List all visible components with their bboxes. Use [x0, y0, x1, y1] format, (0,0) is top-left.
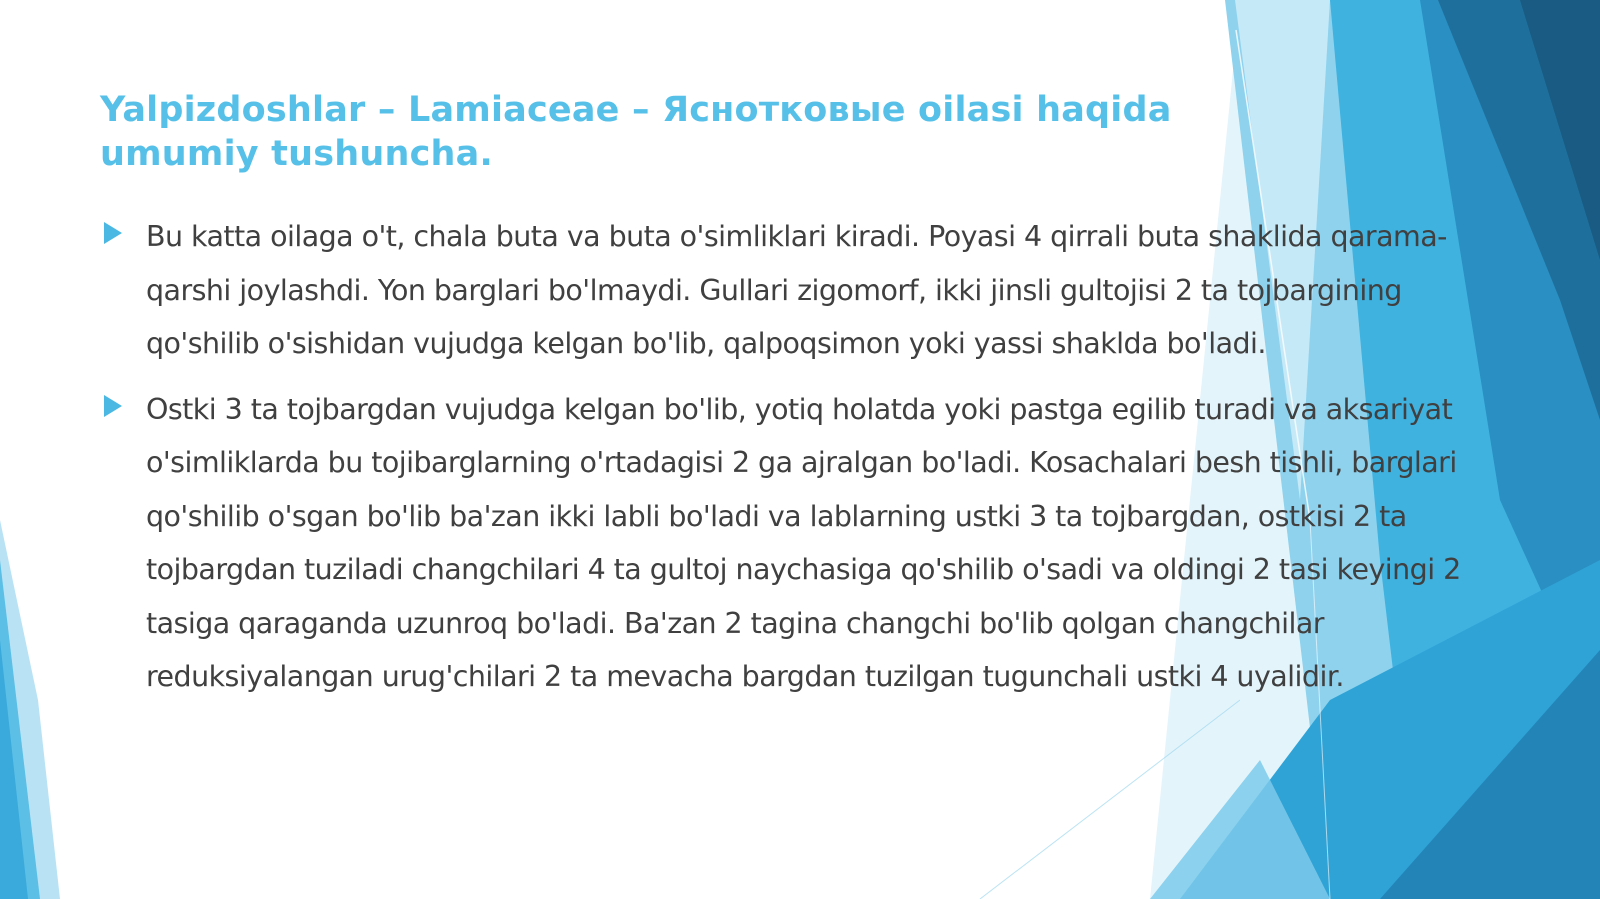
bullet-text: Bu katta oilaga o't, chala buta va buta o'simliklari kiradi. Poyasi 4 qirrali buta shaklida qarama-qarshi joylashdi. Yon barglari bo'lmaydi. Gullari zigomorf, ikki jinsli gultojisi 2 ta tojbargining qo'shilib o'sishidan vujudga kelgan bo'lib, qalpoqsimon yoki yassi shakldа bo'ladi. — [146, 220, 1447, 360]
bullet-text: Ostki 3 ta tojbargdan vujudga kelgan bo'lib, yotiq holatda yoki pastga egilib turadi va aksariyat o'simliklarda bu tojibarglarning o'rtadagisi 2 ga ajralgan bo'ladi. Kosachalari besh tishli, barglari qo'shilib o'sgan bo'lib ba'zan ikki labli bo'ladi va lablarning ustki 3 ta tojbargdan, ostkisi 2 ta tojbargdan tuziladi changchilari 4 ta gultoj naychasiga qo'shilib o'sadi va oldingi 2 tasi keyingi 2 tasiga qaraganda uzunroq bo'ladi. Ba'zan 2 tagina changchi bo'lib qolgan changchilar reduksiyalangan urug'chilari 2 ta mevacha bargdan tuzilgan tugunchali ustki 4 uyalidir. — [146, 392, 1461, 693]
triangle-bullet-icon — [104, 395, 122, 417]
bullet-list — [100, 210, 1520, 716]
triangle-bullet-icon — [104, 222, 122, 244]
bullet-item — [100, 383, 1520, 704]
bullet-item — [100, 210, 1520, 371]
slide-title: Yalpizdoshlar – Lamiaceae – Яснотковые oilasi haqida umumiy tushuncha. — [100, 90, 1172, 174]
